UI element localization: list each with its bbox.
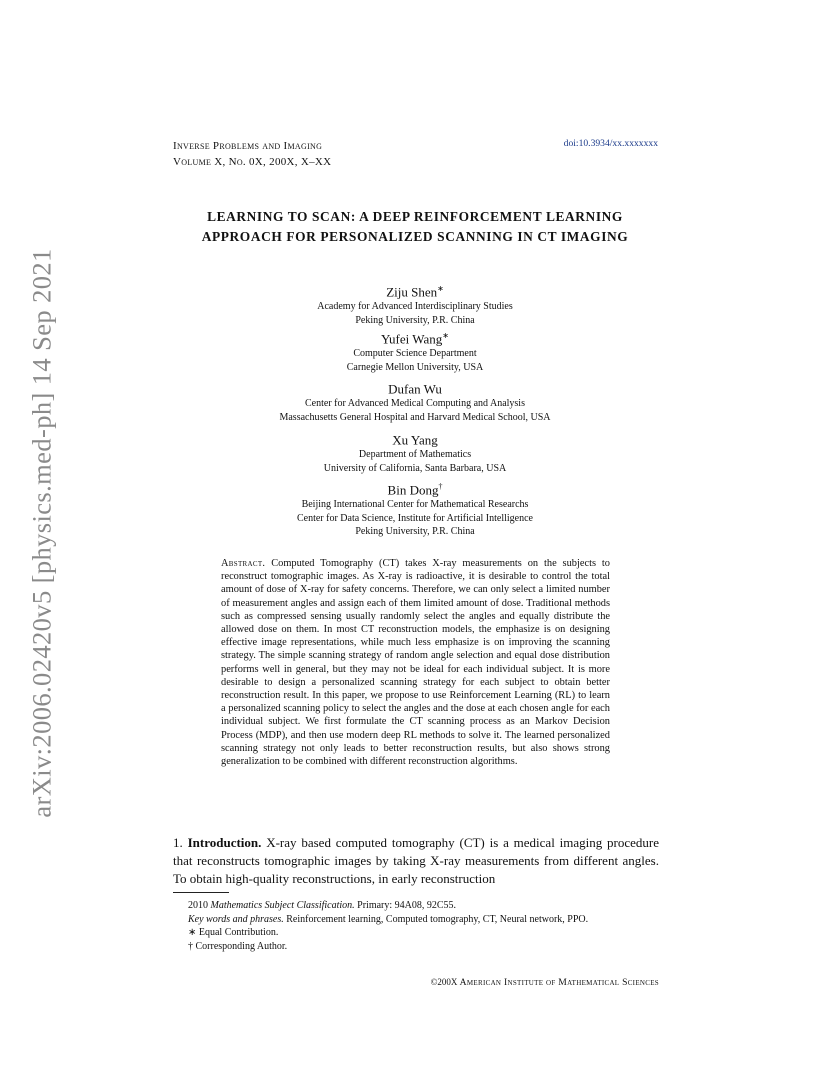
affiliation-line: Computer Science Department [353, 348, 477, 360]
volume-info: Volume X, No. 0X, 200X, X–XX [173, 156, 332, 168]
paper-title [160, 207, 670, 247]
affiliation-line: Center for Data Science, Institute for Artificial Intelligence [296, 512, 533, 524]
footnote-equal-contribution: ∗ Equal Contribution. [188, 927, 279, 939]
copyright-notice [431, 977, 659, 988]
author-block-5 [160, 478, 670, 539]
affiliation-line: Beijing International Center for Mathematical Researchs [301, 499, 529, 511]
affiliation-line: University of California, Santa Barbara, USA [323, 462, 507, 474]
copyright-year: 200X [437, 977, 458, 987]
doi-link[interactable]: doi:10.3934/xx.xxxxxxx [563, 138, 658, 149]
copyright-org: American Institute of Mathematical Sciences [459, 977, 659, 988]
affiliation-line: Center for Advanced Medical Computing and Analysis [305, 398, 525, 410]
footnote-corresponding: † Corresponding Author. [188, 940, 288, 952]
author-name: Ziju Shen∗ [386, 284, 444, 300]
title-line-2: APPROACH FOR PERSONALIZED SCANNING IN CT IMAGING [201, 229, 629, 244]
footnote-keywords: Key words and phrases. Reinforcement learning, Computed tomography, CT, Neural network, PPO. [188, 913, 589, 925]
abstract-label: Abstract. [221, 558, 266, 569]
affiliation-line: Department of Mathematics [358, 449, 472, 461]
footnote-rule [173, 892, 229, 893]
author-block-2 [160, 327, 670, 374]
author-name: Xu Yang [392, 432, 438, 448]
running-header [173, 138, 331, 170]
affiliation-line: Academy for Advanced Interdisciplinary Studies [317, 301, 513, 313]
affiliation-line: Carnegie Mellon University, USA [346, 361, 484, 373]
footnotes [173, 899, 659, 953]
section-number: 1. [173, 835, 183, 850]
author-block-1 [160, 280, 670, 327]
affiliation-line: Massachusetts General Hospital and Harvard Medical School, USA [279, 411, 551, 423]
arxiv-sidebar-stamp: arXiv:2006.02420v5 [physics.med-ph] 14 Sep 2021 [26, 248, 57, 818]
introduction-section [173, 834, 659, 888]
footnote-msc: 2010 Mathematics Subject Classification. Primary: 94A08, 92C55. [188, 900, 457, 911]
journal-name: Inverse Problems and Imaging [173, 140, 323, 152]
author-block-4 [160, 428, 670, 475]
title-line-1: LEARNING TO SCAN: A DEEP REINFORCEMENT LEARNING [207, 209, 623, 224]
affiliation-line: Peking University, P.R. China [355, 314, 475, 326]
author-block-3 [160, 377, 670, 424]
abstract [221, 557, 610, 768]
section-text: X-ray based computed tomography (CT) is a medical imaging procedure that reconstructs tomographic images by taking X-ray measurements from different angles. To obtain high-quality reconstructions, in early reconstruction [173, 835, 660, 886]
affiliation-line: Peking University, P.R. China [355, 526, 475, 538]
author-name: Bin Dong† [387, 482, 443, 498]
copyright-icon: © [430, 977, 438, 987]
author-name: Yufei Wang∗ [381, 331, 449, 347]
author-name: Dufan Wu [388, 381, 442, 397]
section-heading: Introduction. [187, 835, 262, 850]
abstract-text: Computed Tomography (CT) takes X-ray measurements on the subjects to reconstruct tomographic images. As X-ray is radioactive, it is desirable to control the total amount of dose of X-ray for safety concerns. Therefore, we can only select a limited number of measurement angles and assign each of them limited amount of dose. Traditional methods such as compressed sensing usually randomly select the angles and equally distribute the allowed dose on them. In most CT reconstruction models, the emphasize is on designing effective image representations, while much less emphasize is on improving the scanning strategy. The simple scanning strategy of random angle selection and equal dose distribution performs well in general, but they may not be ideal for each individual subject. It is more desirable to design a personalized scanning strategy for each subject to obtain better reconstruction result. In this paper, we propose to use Reinforcement Learning (RL) to learn a personalized scanning policy to select the angles and the dose at each chosen angle for each individual subject. We first formulate the CT scanning process as an Markov Decision Process (MDP), and then use modern deep RL methods to solve it. The learned personalized scanning strategy not only leads to better reconstruction results, but also shows strong generalization to be combined with different reconstruction algorithms. [221, 558, 610, 768]
